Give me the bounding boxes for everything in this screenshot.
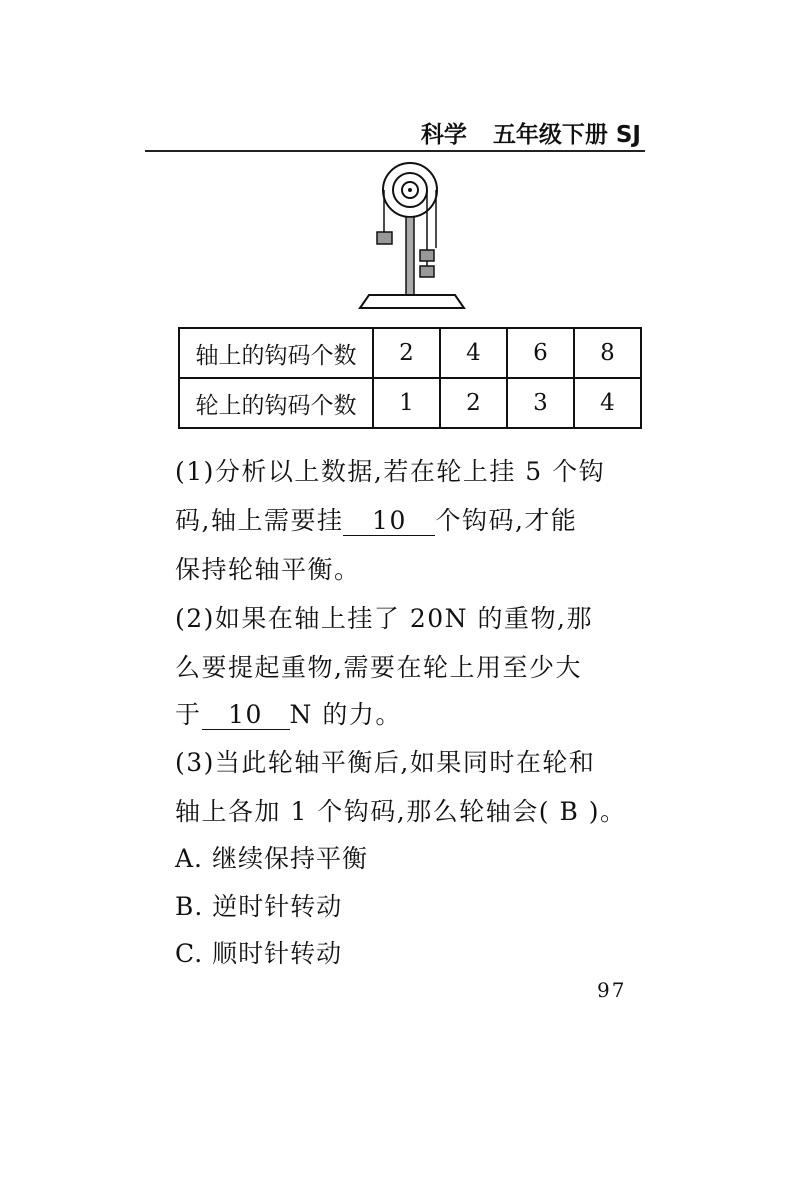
table-row <box>179 328 641 378</box>
page-number: 97 <box>597 978 627 1002</box>
q3-option-c: C. 顺时针转动 <box>175 939 343 968</box>
table-cell: 3 <box>507 378 574 428</box>
table-row <box>179 378 641 428</box>
table-cell: 8 <box>574 328 641 378</box>
q1-line2 <box>175 501 577 537</box>
q3-option-a: A. 继续保持平衡 <box>175 844 368 873</box>
q1-line1: (1)分析以上数据,若在轮上挂 5 个钩 <box>175 457 606 486</box>
q2-line2: 么要提起重物,需要在轮上用至少大 <box>175 653 582 682</box>
table-cell: 6 <box>507 328 574 378</box>
q2-line1: (2)如果在轴上挂了 20N 的重物,那 <box>175 604 593 633</box>
q3-option-b: B. 逆时针转动 <box>175 892 343 921</box>
row-label: 轮上的钩码个数 <box>179 378 373 428</box>
q2-line3-pre: 于 <box>175 700 202 729</box>
q1-line2-pre: 码,轴上需要挂 <box>175 506 344 535</box>
table-cell: 2 <box>440 378 507 428</box>
wheel-axle-figure <box>355 160 475 316</box>
q1-line3: 保持轮轴平衡。 <box>175 555 361 584</box>
header-grade: 五年级下册 SJ <box>492 122 641 148</box>
page-header <box>145 112 645 152</box>
table-cell: 1 <box>373 378 440 428</box>
header-subject: 科学 <box>420 122 467 148</box>
q2-line3-post: N 的力。 <box>289 700 402 729</box>
header-rule <box>145 150 645 152</box>
q2-line3 <box>175 695 402 731</box>
data-table <box>178 327 642 429</box>
table-cell: 2 <box>373 328 440 378</box>
table-cell: 4 <box>574 378 641 428</box>
table-cell: 4 <box>440 328 507 378</box>
q1-line2-post: 个钩码,才能 <box>435 506 578 535</box>
header-text <box>421 116 641 149</box>
q3-line1: (3)当此轮轴平衡后,如果同时在轮和 <box>175 748 596 777</box>
q2-answer-blank: 10 <box>202 700 290 730</box>
row-label: 轴上的钩码个数 <box>179 328 373 378</box>
q3-line2: 轴上各加 1 个钩码,那么轮轴会( B )。 <box>175 797 627 826</box>
q1-answer-blank: 10 <box>343 506 435 536</box>
